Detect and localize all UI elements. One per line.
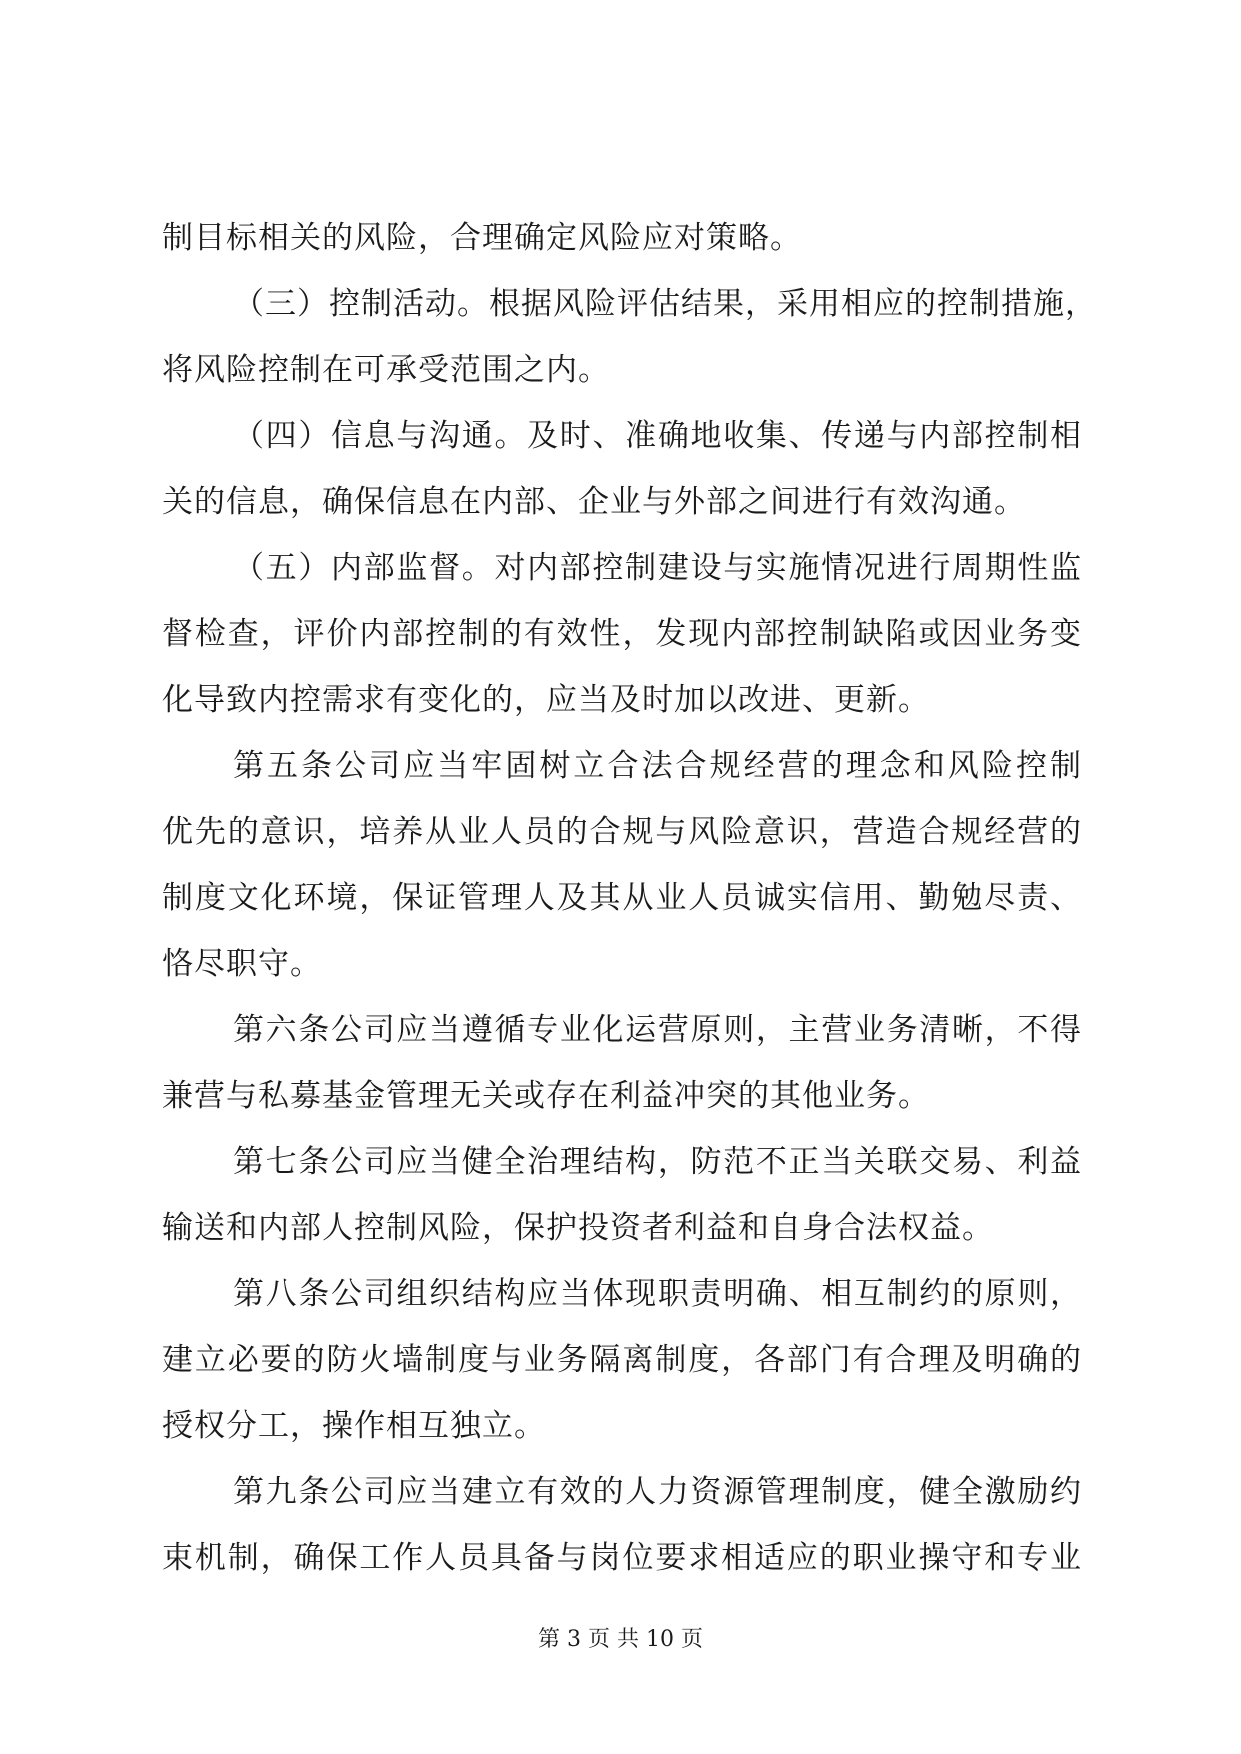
page-number-footer: 第 3 页 共 10 页 <box>538 1627 703 1652</box>
text-line: 授权分工，操作相互独立。 <box>162 1408 546 1444</box>
text-line: 第七条公司应当健全治理结构，防范不正当关联交易、利益 <box>233 1144 1082 1180</box>
text-line: （三）控制活动。根据风险评估结果，采用相应的控制措施， <box>233 286 1097 322</box>
text-line: 束机制，确保工作人员具备与岗位要求相适应的职业操守和专业 <box>162 1540 1082 1576</box>
text-line: 关的信息，确保信息在内部、企业与外部之间进行有效沟通。 <box>162 484 1026 520</box>
text-line: 第八条公司组织结构应当体现职责明确、相互制约的原则， <box>233 1276 1082 1312</box>
text-line: 恪尽职守。 <box>162 946 322 982</box>
text-line: 制目标相关的风险，合理确定风险应对策略。 <box>162 220 802 256</box>
text-line: 兼营与私募基金管理无关或存在利益冲突的其他业务。 <box>162 1078 930 1114</box>
text-line: 第五条公司应当牢固树立合法合规经营的理念和风险控制 <box>233 748 1082 784</box>
text-line: 输送和内部人控制风险，保护投资者利益和自身合法权益。 <box>162 1210 994 1246</box>
text-line: 化导致内控需求有变化的，应当及时加以改进、更新。 <box>162 682 930 718</box>
text-line: （五）内部监督。对内部控制建设与实施情况进行周期性监 <box>233 550 1082 586</box>
text-line: 优先的意识，培养从业人员的合规与风险意识，营造合规经营的 <box>162 814 1082 850</box>
text-line: 第六条公司应当遵循专业化运营原则，主营业务清晰，不得 <box>233 1012 1082 1048</box>
text-line: 建立必要的防火墙制度与业务隔离制度，各部门有合理及明确的 <box>162 1342 1082 1378</box>
body-text <box>162 205 1097 1591</box>
text-line: 督检查，评价内部控制的有效性，发现内部控制缺陷或因业务变 <box>162 616 1082 652</box>
text-line: （四）信息与沟通。及时、准确地收集、传递与内部控制相 <box>233 418 1082 454</box>
text-line: 将风险控制在可承受范围之内。 <box>162 352 610 388</box>
text-line: 第九条公司应当建立有效的人力资源管理制度，健全激励约 <box>233 1474 1082 1510</box>
text-line: 制度文化环境，保证管理人及其从业人员诚实信用、勤勉尽责、 <box>162 880 1082 916</box>
